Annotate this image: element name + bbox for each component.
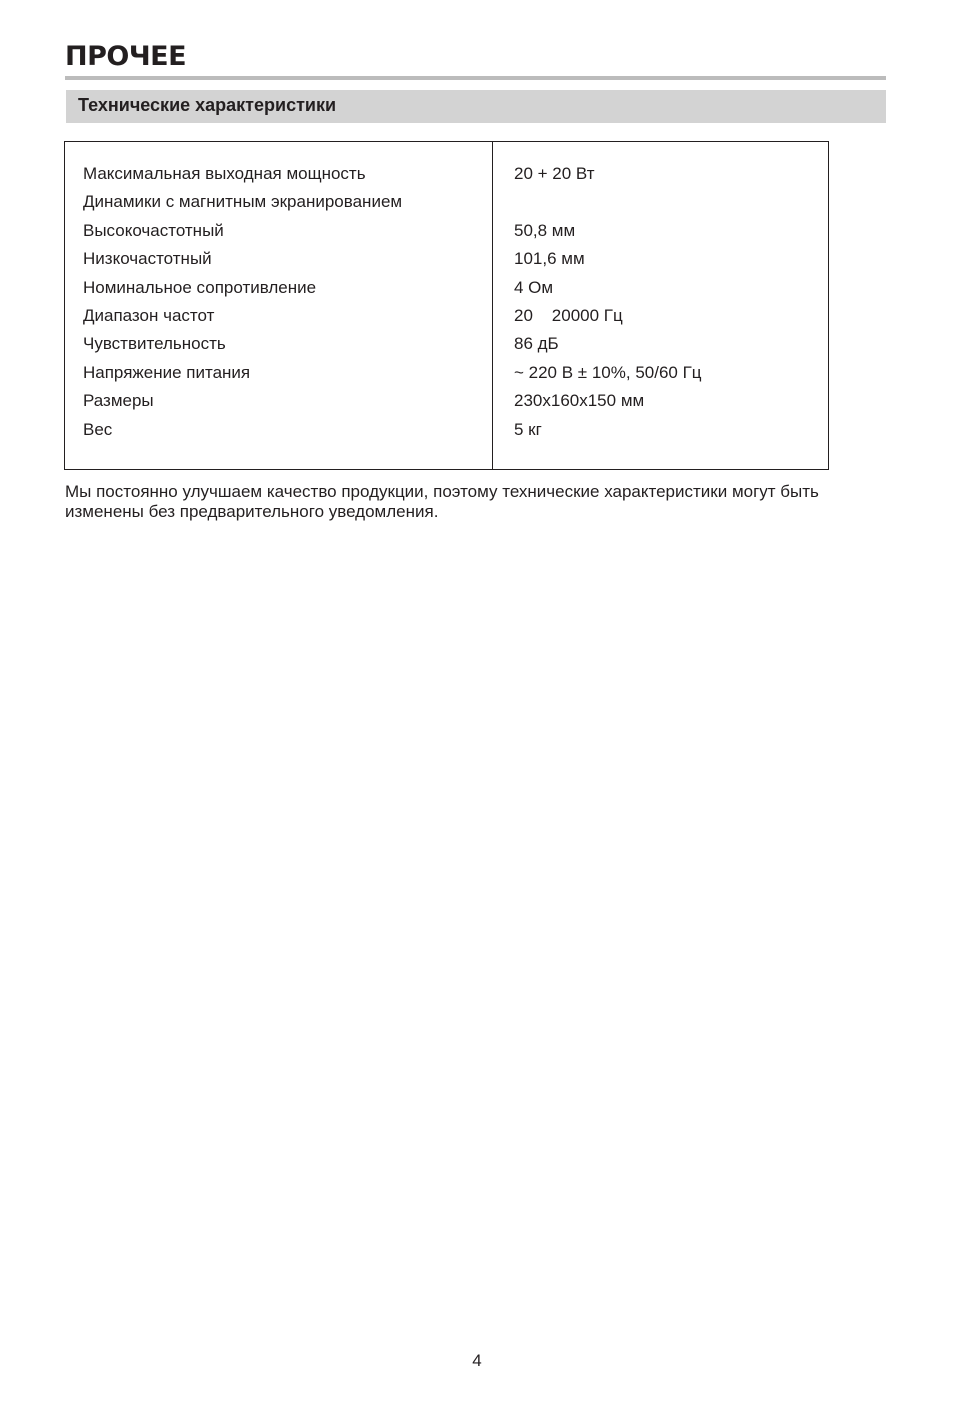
column-divider (492, 142, 493, 469)
section-title: Технические характеристики (78, 95, 337, 115)
spec-label-power-supply: Напряжение питания (83, 362, 251, 382)
spec-value-dimensions: 230x160x150 мм (514, 391, 645, 411)
spec-value-woofer: 101,6 мм (514, 249, 585, 269)
spec-label-max-output-power: Максимальная выходная мощность (83, 164, 366, 183)
title-underline (65, 76, 886, 80)
spec-label-sensitivity: Чувствительность (83, 334, 226, 354)
spec-label-shielded-speakers: Динамики с магнитным экранированием (83, 192, 403, 212)
spec-value-max-output-power: 20 + 20 Вт (514, 164, 595, 183)
spec-label-tweeter: Высокочастотный (83, 220, 224, 240)
spec-value-weight: 5 кг (514, 419, 542, 439)
page-number: 4 (472, 1351, 482, 1370)
section-header-bar (66, 90, 886, 123)
spec-label-frequency-range: Диапазон частот (83, 305, 215, 325)
spec-value-shielded-speakers (514, 188, 702, 216)
spec-value-frequency-range: 20 20000 Гц (514, 305, 623, 325)
spec-values-column (514, 160, 702, 444)
spec-labels-column (83, 160, 402, 444)
spec-label-woofer: Низкочастотный (83, 249, 212, 269)
page-title: ПРОЧЕЕ (65, 41, 187, 72)
disclaimer-note: Мы постоянно улучшаем качество продукции, поэтому технические характеристики могут быть изменены без предварительного уведомления. (65, 482, 819, 521)
spec-label-impedance: Номинальное сопротивление (83, 277, 317, 297)
spec-value-power-supply: ~ 220 В ± 10%, 50/60 Гц (514, 362, 702, 382)
specifications-table (64, 141, 829, 470)
spec-value-sensitivity: 86 дБ (514, 334, 559, 354)
spec-label-weight: Вес (83, 419, 113, 439)
spec-value-tweeter: 50,8 мм (514, 220, 576, 240)
spec-label-dimensions: Размеры (83, 391, 154, 411)
spec-value-impedance: 4 Ом (514, 277, 554, 297)
